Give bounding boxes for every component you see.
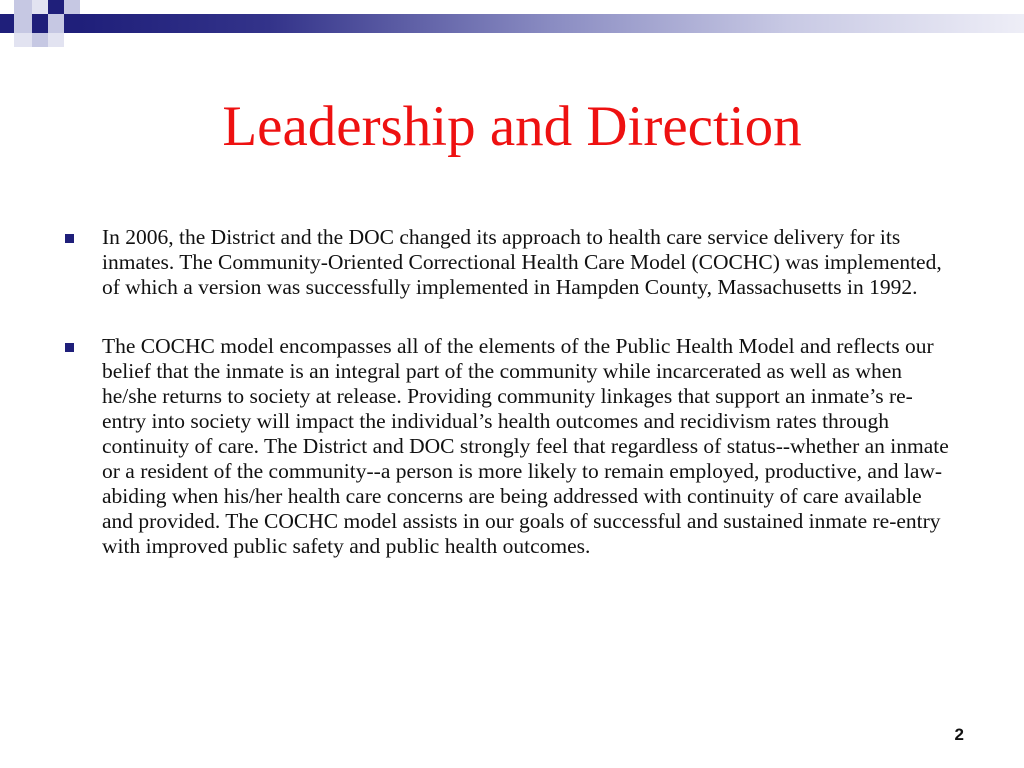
corner-square-navy-center [32,14,48,33]
square-bullet-icon [65,234,74,243]
corner-square-lavender-center [48,14,64,33]
bullet-text: The COCHC model encompasses all of the elements of the Public Health Model and reflects our belief that the inmate is an integral part of the community while incarcerated as well as when he/she returns to society at release. Providing community linkages that support an inmate’s re-entry into society will impact the individual’s health outcomes and recidivism rates through continuity of care. The District and DOC strongly feel that regardless of status--whether an inmate or a resident of the community--a person is more likely to remain employed, productive, and law-abiding when his/her health care concerns are being addressed with continuity of care available and provided. The COCHC model assists in our goals of successful and sustained inmate re-entry with improved public safety and public health outcomes. [102,334,949,558]
corner-square-lavender-mid [64,0,80,14]
bullet-list [62,225,952,559]
page-number: 2 [954,725,964,744]
corner-square-lavender-top [14,0,32,14]
corner-square-pale-bottom [48,33,64,47]
square-bullet-icon [65,343,74,352]
corner-square-navy-right [64,14,80,33]
corner-square-pale-left [14,33,32,47]
bullet-text: In 2006, the District and the DOC changed its approach to health care service delivery for its inmates. The Community-Oriented Correctional Health Care Model (COCHC) was implemented, of which a version was successfully implemented in Hampden County, Massachusetts in 1992. [102,225,942,299]
corner-square-lavender-bottom [32,33,48,47]
corner-square-pale-top [32,0,48,14]
header-gradient-bar [80,14,1024,33]
corner-square-navy-mid [48,0,64,14]
bullet-item-cochc-model [62,334,952,559]
corner-square-navy-top [0,14,14,33]
slide-title: Leadership and Direction [222,95,802,158]
corner-square-lavender-left [14,14,32,33]
bullet-item-approach [62,225,952,300]
